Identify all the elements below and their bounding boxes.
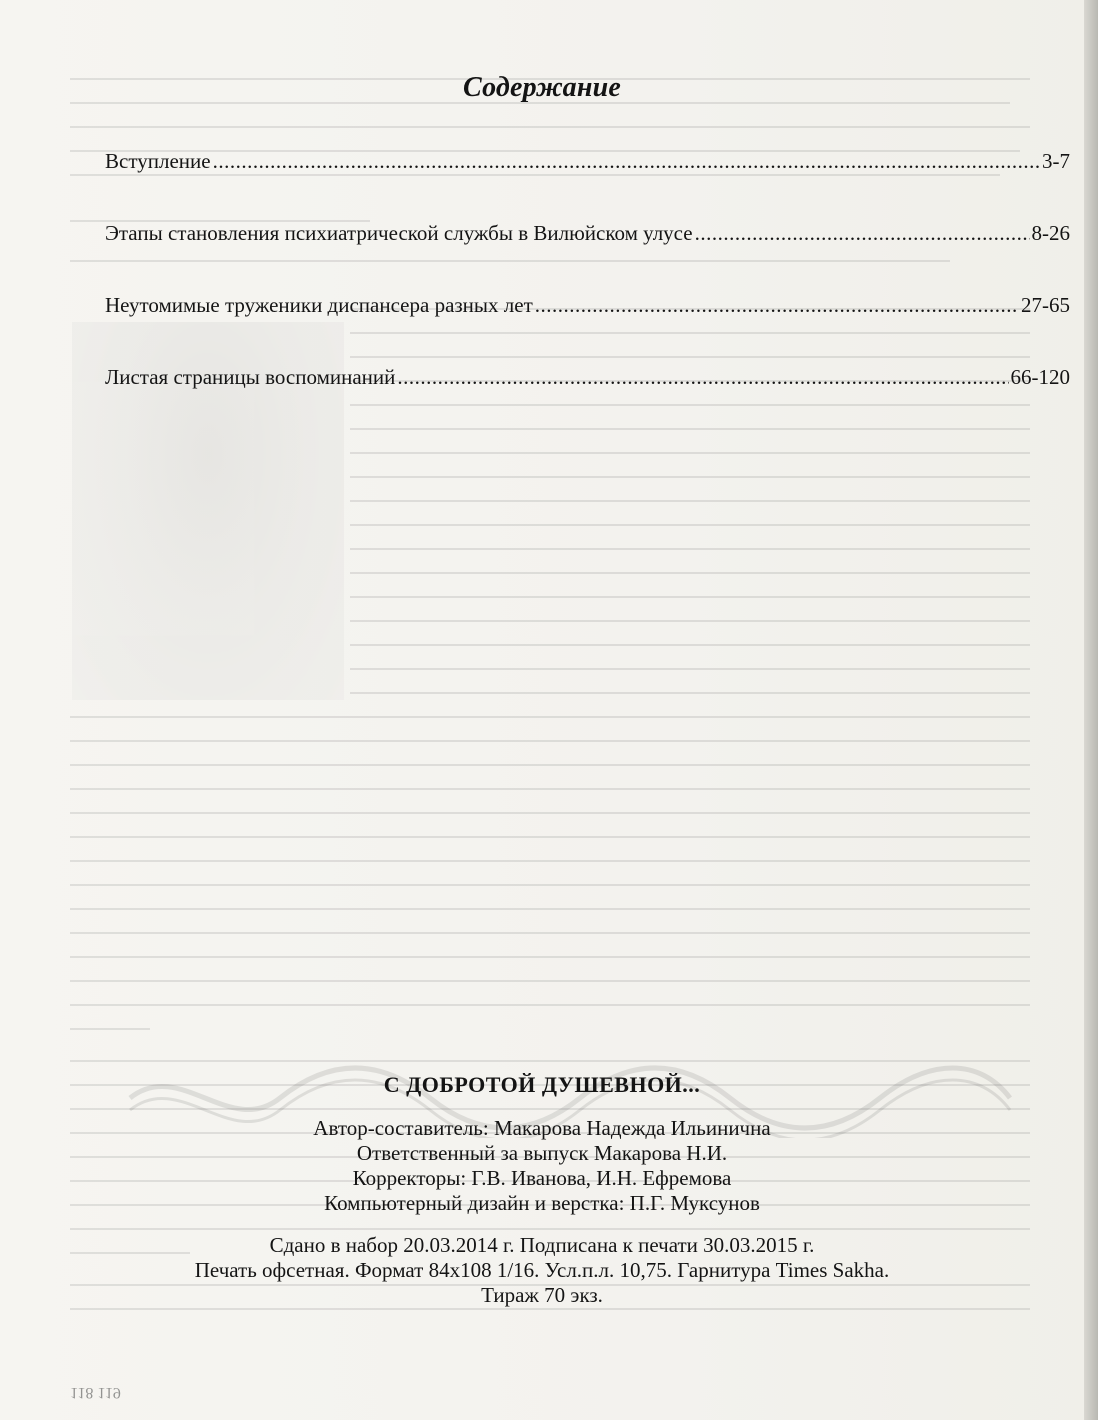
toc-entry-pages: 8-26 [1031, 221, 1070, 245]
book-title: С ДОБРОТОЙ ДУШЕВНОЙ... [383, 1072, 701, 1097]
imprint-responsible: Ответственный за выпуск Макарова Н.И. [356, 1141, 728, 1165]
toc-entry-label: Этапы становления психиатрической службы в Вилюйском улусе [105, 221, 693, 245]
imprint-author: Автор-составитель: Макарова Надежда Ильинична [313, 1116, 771, 1140]
toc-entry-label: Неутомимые труженики диспансера разных лет [105, 293, 533, 317]
toc-entry-label: Вступление [105, 149, 211, 173]
toc-entry [105, 364, 1070, 390]
toc-leader-dots [213, 148, 1040, 174]
toc-leader-dots [397, 364, 1008, 390]
imprint-correctors: Корректоры: Г.В. Иванова, И.Н. Ефремова [352, 1166, 732, 1190]
toc-entry-pages: 3-7 [1042, 149, 1070, 173]
toc-entry [105, 292, 1070, 318]
toc-entry-pages: 66-120 [1010, 365, 1070, 389]
toc-entry [105, 220, 1070, 246]
page-number: 118 119 [70, 1384, 121, 1401]
toc-title: Содержание [463, 72, 621, 103]
toc-entry-label: Листая страницы воспоминаний [105, 365, 396, 389]
page-edge-shadow [1084, 0, 1098, 1420]
imprint-print-details: Печать офсетная. Формат 84х108 1/16. Усл.п.л. 10,75. Гарнитура Times Sakha. [194, 1258, 890, 1282]
imprint-design: Компьютерный дизайн и верстка: П.Г. Муксунов [324, 1191, 760, 1215]
toc-entry-pages: 27-65 [1021, 293, 1070, 317]
imprint-dates: Сдано в набор 20.03.2014 г. Подписана к печати 30.03.2015 г. [269, 1233, 815, 1257]
toc-entry [105, 148, 1070, 174]
imprint-run: Тираж 70 экз. [481, 1283, 603, 1307]
toc-leader-dots [535, 292, 1019, 318]
toc-leader-dots [695, 220, 1030, 246]
